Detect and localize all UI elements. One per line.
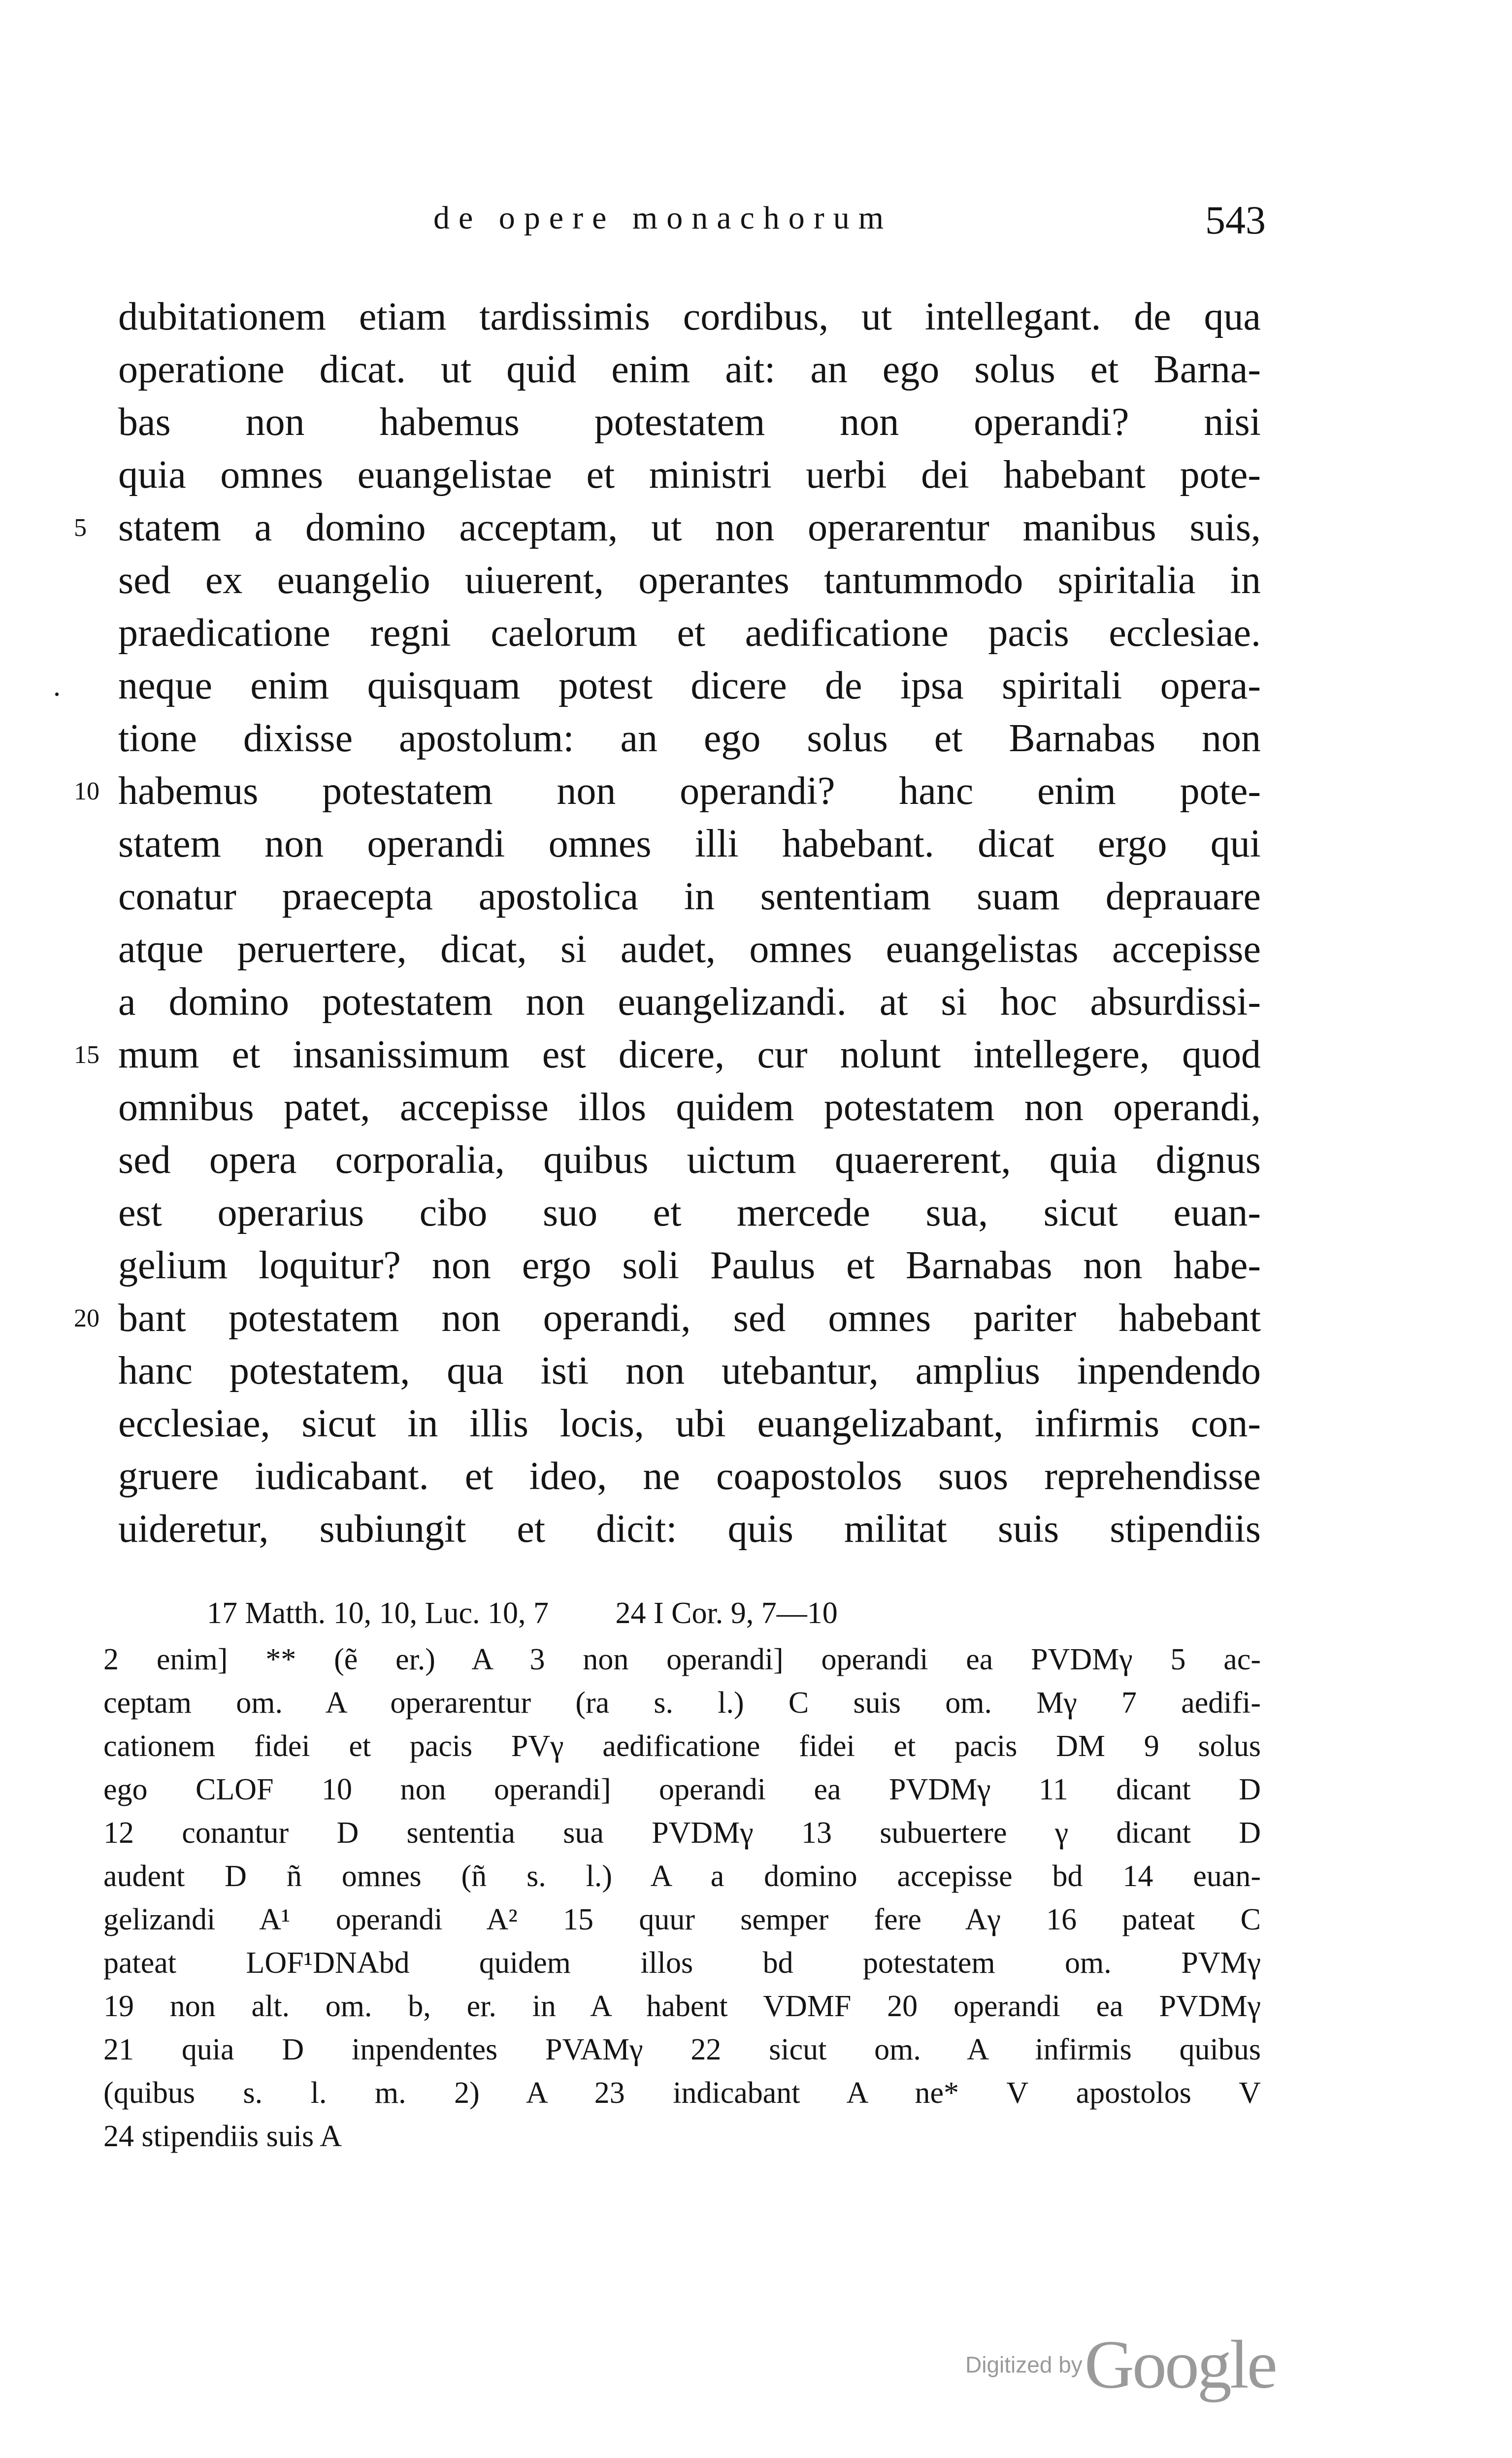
text-line: a domino potestatem non euangelizandi. at si hoc absurdissi- — [118, 980, 1261, 1024]
line-number: 15 — [74, 1041, 99, 1069]
apparatus-line: gelizandi A¹ operandi A² 15 quur semper fere Aγ 16 pateat C — [103, 1903, 1261, 1936]
page-number: 543 — [1205, 198, 1266, 242]
apparatus-line: 2 enim] ** (ẽ er.) A 3 non operandi] operandi ea PVDMγ 5 ac- — [103, 1643, 1261, 1676]
text-line: neque enim quisquam potest dicere de ipsa spiritali opera- — [118, 664, 1261, 707]
text-line: bas non habemus potestatem non operandi? nisi — [118, 400, 1261, 444]
text-line: omnibus patet, accepisse illos quidem potestatem non operandi, — [118, 1086, 1261, 1129]
apparatus-line: 24 stipendiis suis A — [103, 2120, 342, 2153]
text-line: quia omnes euangelistae et ministri uerbi dei habebant pote- — [118, 453, 1261, 497]
text-line: hanc potestatem, qua isti non utebantur, amplius inpendendo — [118, 1349, 1261, 1393]
text-line: bant potestatem non operandi, sed omnes pariter habebant — [118, 1296, 1261, 1340]
text-line: habemus potestatem non operandi? hanc enim pote- — [118, 769, 1261, 813]
line-number: 20 — [74, 1304, 99, 1332]
text-line: gruere iudicabant. et ideo, ne coapostolos suos reprehendisse — [118, 1455, 1261, 1498]
text-line: gelium loquitur? non ergo soli Paulus et Barnabas non habe- — [118, 1244, 1261, 1287]
source-ref: 17 Matth. 10, 10, Luc. 10, 7 — [207, 1596, 549, 1630]
apparatus-line: audent D ñ omnes (ñ s. l.) A a domino accepisse bd 14 euan- — [103, 1860, 1261, 1893]
line-number: 5 — [74, 514, 87, 542]
text-line: dubitationem etiam tardissimis cordibus, ut intellegant. de qua — [118, 295, 1261, 338]
text-line: statem a domino acceptam, ut non operarentur manibus suis, — [118, 506, 1261, 549]
apparatus-line: 21 quia D inpendentes PVAMγ 22 sicut om. A infirmis quibus — [103, 2033, 1261, 2066]
source-references — [207, 1591, 1192, 1635]
line-number: 10 — [74, 777, 99, 805]
text-line: sed opera corporalia, quibus uictum quaererent, quia dignus — [118, 1138, 1261, 1182]
text-line: tione dixisse apostolum: an ego solus et Barnabas non — [118, 717, 1261, 760]
text-line: sed ex euangelio uiuerent, operantes tantummodo spiritalia in — [118, 559, 1261, 602]
text-line: mum et insanissimum est dicere, cur nolunt intellegere, quod — [118, 1033, 1261, 1076]
apparatus-line: 19 non alt. om. b, er. in A habent VDMF 20 operandi ea PVDMγ — [103, 1990, 1261, 2023]
source-ref: 24 I Cor. 9, 7—10 — [615, 1596, 838, 1630]
apparatus-line: ceptam om. A operarentur (ra s. l.) C suis om. Mγ 7 aedifi- — [103, 1686, 1261, 1720]
google-logo: Google — [1084, 2326, 1276, 2403]
apparatus-line: (quibus s. l. m. 2) A 23 indicabant A ne* V apostolos V — [103, 2076, 1261, 2110]
running-head — [118, 197, 1266, 246]
running-title: de opere monachorum — [433, 200, 893, 236]
digitized-watermark — [965, 2325, 1281, 2403]
text-line: ecclesiae, sicut in illis locis, ubi euangelizabant, infirmis con- — [118, 1402, 1261, 1445]
text-line: atque peruertere, dicat, si audet, omnes euangelistas accepisse — [118, 928, 1261, 971]
apparatus-line: 12 conantur D sententia sua PVDMγ 13 subuertere γ dicant D — [103, 1816, 1261, 1850]
text-line: est operarius cibo suo et mercede sua, sicut euan- — [118, 1191, 1261, 1234]
text-line: praedicatione regni caelorum et aedificatione pacis ecclesiae. — [118, 611, 1261, 655]
text-line: conatur praecepta apostolica in sententiam suam deprauare — [118, 875, 1261, 918]
watermark-prefix: Digitized by — [965, 2352, 1083, 2378]
apparatus-line: ego CLOF 10 non operandi] operandi ea PVDMγ 11 dicant D — [103, 1773, 1261, 1806]
text-line: uideretur, subiungit et dicit: quis militat suis stipendiis — [118, 1507, 1261, 1551]
text-line: statem non operandi omnes illi habebant. dicat ergo qui — [118, 822, 1261, 865]
margin-dot: . — [53, 669, 61, 702]
apparatus-line: pateat LOF¹DNAbd quidem illos bd potestatem om. PVMγ — [103, 1946, 1261, 1980]
text-line: operatione dicat. ut quid enim ait: an ego solus et Barna- — [118, 348, 1261, 391]
apparatus-line: cationem fidei et pacis PVγ aedificatione fidei et pacis DM 9 solus — [103, 1729, 1261, 1763]
